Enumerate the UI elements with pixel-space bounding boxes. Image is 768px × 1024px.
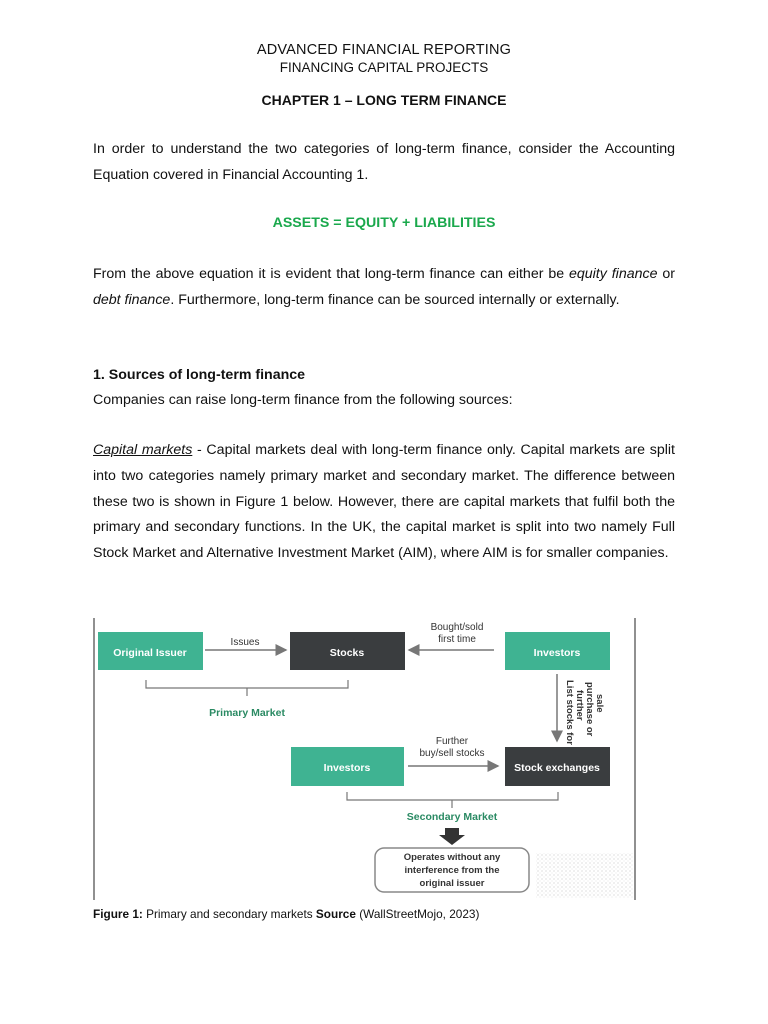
chapter-title: CHAPTER 1 – LONG TERM FINANCE: [261, 92, 507, 108]
operates-label-1: Operates without any: [403, 852, 501, 863]
caption-source: (WallStreetMojo, 2023): [355, 907, 480, 921]
para2-part2: or: [657, 266, 675, 282]
caption-text: Primary and secondary markets: [142, 907, 316, 921]
equity-finance-term: equity finance: [568, 266, 658, 282]
primary-market-label: Primary Market: [209, 707, 285, 719]
capital-markets-term: Capital markets: [93, 442, 193, 458]
list-stocks-label-2: further: [574, 690, 585, 721]
caption-source-label: Source: [315, 907, 356, 921]
operates-label-2: interference from the: [404, 865, 500, 876]
equity-debt-paragraph: [93, 262, 675, 314]
bought-sold-label-2: first time: [438, 634, 476, 645]
list-stocks-label-1: List stocks for: [564, 680, 575, 745]
debt-finance-term: debt finance: [93, 291, 171, 308]
further-label-1: Further: [435, 736, 469, 747]
list-stocks-label-4: sale: [594, 694, 605, 713]
section-intro: Companies can raise long-term finance from the following sources:: [93, 392, 513, 408]
original-issuer-label: Original Issuer: [113, 647, 187, 659]
course-title: ADVANCED FINANCIAL REPORTING: [256, 42, 512, 58]
scan-artifact: [536, 853, 633, 898]
operates-label-3: original issuer: [419, 878, 485, 889]
course-subtitle: FINANCING CAPITAL PROJECTS: [279, 60, 489, 75]
para2-part3: . Furthermore, long-term finance can be sourced internally or externally.: [170, 291, 620, 308]
section-heading: 1. Sources of long-term finance: [93, 367, 306, 383]
investors-bottom-label: Investors: [323, 762, 371, 774]
caption-label: Figure 1:: [93, 907, 143, 921]
further-label-2: buy/sell stocks: [419, 748, 485, 759]
issues-label: Issues: [230, 637, 260, 648]
bought-sold-label-1: Bought/sold: [430, 622, 484, 633]
para2-part1: From the above equation it is evident that long-term finance can either be: [93, 266, 569, 282]
market-diagram: [93, 618, 636, 900]
stock-exchanges-label: Stock exchanges: [514, 762, 600, 774]
secondary-market-label: Secondary Market: [406, 811, 498, 823]
capital-markets-paragraph: [93, 438, 675, 567]
capital-markets-text: - Capital markets deal with long-term finance only. Capital markets are split into two categories namely primary market and secondary market. The difference between these two is shown in Figure 1 below. However, there are capital markets that fulfil both the primary and secondary functions. In the UK, the capital market is split into two namely Full Stock Market and Alternative Investment Market (AIM), where AIM is for smaller companies.: [93, 442, 675, 562]
list-stocks-label-3: purchase or: [584, 682, 595, 737]
intro-paragraph: In order to understand the two categories of long-term finance, consider the Accounting Equation covered in Financial Accounting 1.: [93, 141, 675, 183]
investors-top-label: Investors: [533, 647, 581, 659]
accounting-equation: ASSETS = EQUITY + LIABILITIES: [272, 215, 496, 231]
figure-caption: [93, 907, 479, 921]
stocks-label: Stocks: [329, 647, 365, 659]
